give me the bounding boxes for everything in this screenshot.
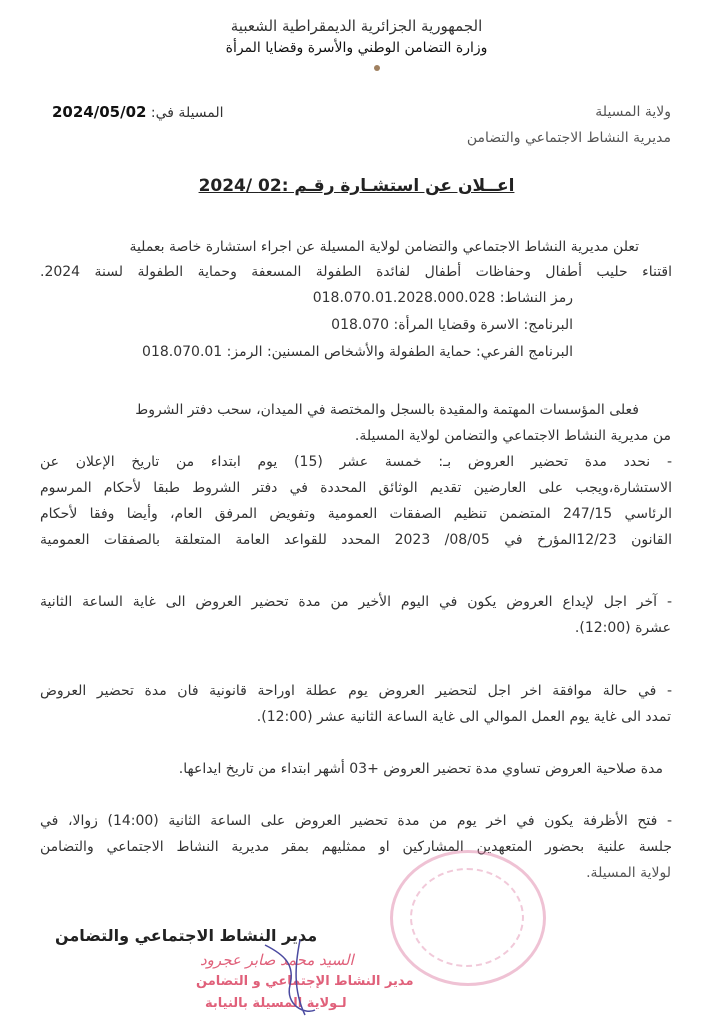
p5-line: - في حالة موافقة اخر اجل لتحضير العروض يوم عطلة اوراحة قانونية فان مدة تحضير العروض bbox=[40, 683, 672, 699]
page-title: اعــلان عن استشـارة رقـم :02 /2024 bbox=[198, 176, 515, 196]
activity-code: رمز النشاط: 018.070.01.2028.000.028 bbox=[312, 290, 573, 306]
official-stamp-inner bbox=[410, 868, 524, 967]
program: البرنامج: الاسرة وقضايا المرأة: 018.070 bbox=[331, 317, 573, 333]
subprogram: البرنامج الفرعي: حماية الطفولة والأشخاص المسنين: الرمز: 018.070.01 bbox=[142, 344, 573, 360]
p7-line: جلسة علنية بحضور المتعهدين المشاركين او ممثليهم بمقر مديرية النشاط الاجتماعي والتضامن bbox=[40, 839, 672, 855]
stamp-wilaya: لـولاية المسيلة بالنيابة bbox=[205, 996, 347, 1011]
p2-line: من مديرية النشاط الاجتماعي والتضامن لولاية المسيلة. bbox=[354, 428, 671, 444]
p3-line: - نحدد مدة تحضير العروض بـ: خمسة عشر (15) يوم ابتداء من تاريخ الإعلان عن bbox=[40, 454, 672, 470]
p2-line: فعلى المؤسسات المهتمة والمقيدة بالسجل والمختصة في الميدان، سحب دفتر الشروط bbox=[135, 402, 639, 418]
p1-line: تعلن مديرية النشاط الاجتماعي والتضامن لولاية المسيلة عن اجراء استشارة خاصة بعملية bbox=[129, 239, 639, 255]
p1-line: اقتناء حليب أطفال وحفاظات أطفال لفائدة الطفولة المسعفة وحماية الطفولة لسنة 2024. bbox=[40, 264, 672, 280]
p3-line: القانون 12/23المؤرخ في 08/05/ 2023 المحدد للقواعد العامة المتعلقة بالصفقات العمومية bbox=[40, 532, 672, 548]
signatory-title: مدير النشاط الاجتماعي والتضامن bbox=[55, 926, 318, 945]
date-label: المسيلة في: bbox=[150, 105, 224, 121]
country-name: الجمهورية الجزائرية الديمقراطية الشعبية bbox=[230, 17, 483, 35]
p6-line: مدة صلاحية العروض تساوي مدة تحضير العروض +03 أشهر ابتداء من تاريخ ايداعها. bbox=[178, 761, 663, 777]
wilaya: ولاية المسيلة bbox=[595, 104, 671, 120]
p7-line: - فتح الأظرفة يكون في اخر يوم من مدة تحضير العروض على الساعة الثانية (14:00) زوالا، في bbox=[40, 813, 672, 829]
seal-dot-icon bbox=[374, 65, 380, 71]
p4-line: - آخر اجل لإيداع العروض يكون في اليوم الأخير من مدة تحضير العروض الى غاية الساعة الثانية bbox=[40, 594, 672, 610]
date-value: 2024/05/02 bbox=[52, 103, 147, 121]
handwritten-signature-icon bbox=[255, 935, 325, 1020]
directorate: مديرية النشاط الاجتماعي والتضامن bbox=[466, 130, 671, 146]
stamp-title: مدير النشاط الإجتماعي و التضامن bbox=[196, 974, 414, 989]
p3-line: الاستشارة،ويجب على العارضين تقديم الوثائق المحددة في دفتر الشروط طبقا لأحكام المرسوم bbox=[40, 480, 672, 496]
ministry-name: وزارة التضامن الوطني والأسرة وقضايا المرأة bbox=[225, 40, 488, 56]
p4-line: عشرة (12:00). bbox=[574, 620, 671, 636]
p3-line: الرئاسي 247/15 المتضمن تنظيم الصفقات العمومية وتفويض المرفق العام، وأيضا وفقا لأحكام bbox=[40, 506, 672, 522]
date-line bbox=[52, 102, 224, 123]
p7-line: لولاية المسيلة. bbox=[586, 865, 671, 881]
p5-line: تمدد الى غاية يوم العمل الموالي الى غاية الساعة الثانية عشر (12:00). bbox=[256, 709, 671, 725]
stamp-name: السيد محمد صابر عجرود bbox=[200, 951, 354, 969]
